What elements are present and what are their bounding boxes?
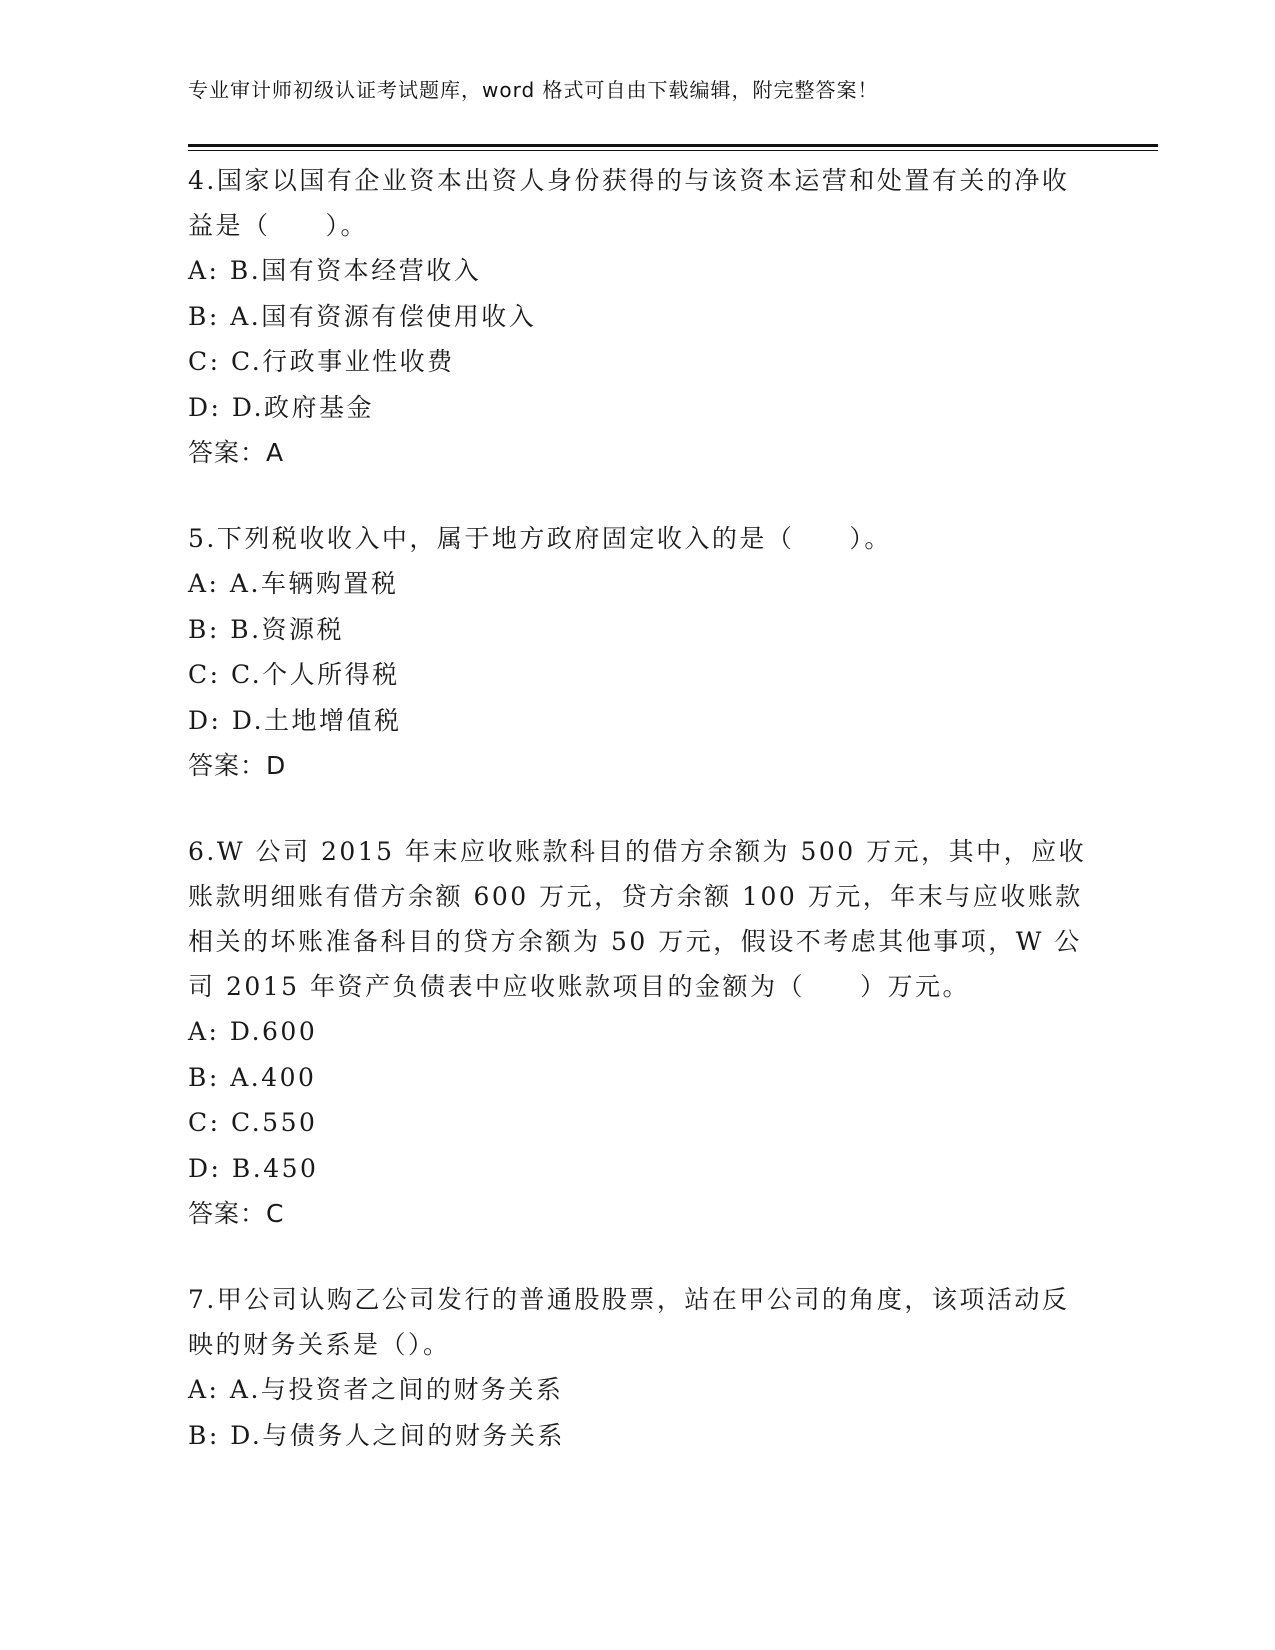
option-c: C: C.个人所得税	[188, 660, 400, 689]
question-stem: 5.下列税收收入中，属于地方政府固定收入的是（ ）。	[188, 524, 892, 553]
option-a: A: A.车辆购置税	[188, 569, 399, 598]
answer-line: 答案：A	[188, 438, 285, 467]
option-b: B: A.国有资源有偿使用收入	[188, 301, 537, 331]
option-c: C: C.550	[188, 1108, 318, 1137]
option-b: B: D.与债务人之间的财务关系	[188, 1420, 565, 1450]
option-d: D: D.土地增值税	[188, 705, 402, 735]
question-stem: 7.甲公司认购乙公司发行的普通股股票，站在甲公司的角度，该项活动反映的财务关系是（）。	[188, 1285, 1070, 1359]
option-a: A: A.与投资者之间的财务关系	[188, 1375, 564, 1404]
question-4	[188, 158, 1088, 475]
page-header: 专业审计师初级认证考试题库，word 格式可自由下载编辑，附完整答案！	[188, 78, 879, 102]
header-rule-thick	[188, 144, 1158, 147]
header-rule-thin	[188, 150, 1158, 151]
option-a: A: B.国有资本经营收入	[188, 256, 482, 285]
answer-line: 答案：D	[188, 751, 287, 780]
option-a: A: D.600	[188, 1017, 318, 1046]
question-stem: 6.W 公司 2015 年末应收账款科目的借方余额为 500 万元，其中，应收账款明细账有借方余额 600 万元，贷方余额 100 万元，年末与应收账款相关的坏账准备科目的贷方余额为 50 万元，假设不考虑其他事项，W 公司 2015 年资产负债表中应收账款项目的金额为（ ）万元。	[188, 837, 1087, 1001]
option-d: D: B.450	[188, 1153, 319, 1183]
question-list	[188, 158, 1088, 1499]
option-b: B: A.400	[188, 1062, 317, 1092]
question-stem: 4.国家以国有企业资本出资人身份获得的与该资本运营和处置有关的净收益是（ ）。	[188, 166, 1070, 240]
question-5	[188, 516, 1088, 788]
option-b: B: B.资源税	[188, 614, 345, 644]
option-c: C: C.行政事业性收费	[188, 347, 455, 376]
option-d: D: D.政府基金	[188, 392, 375, 422]
question-6	[188, 829, 1088, 1236]
answer-line: 答案：C	[188, 1199, 285, 1228]
question-7	[188, 1277, 1088, 1458]
